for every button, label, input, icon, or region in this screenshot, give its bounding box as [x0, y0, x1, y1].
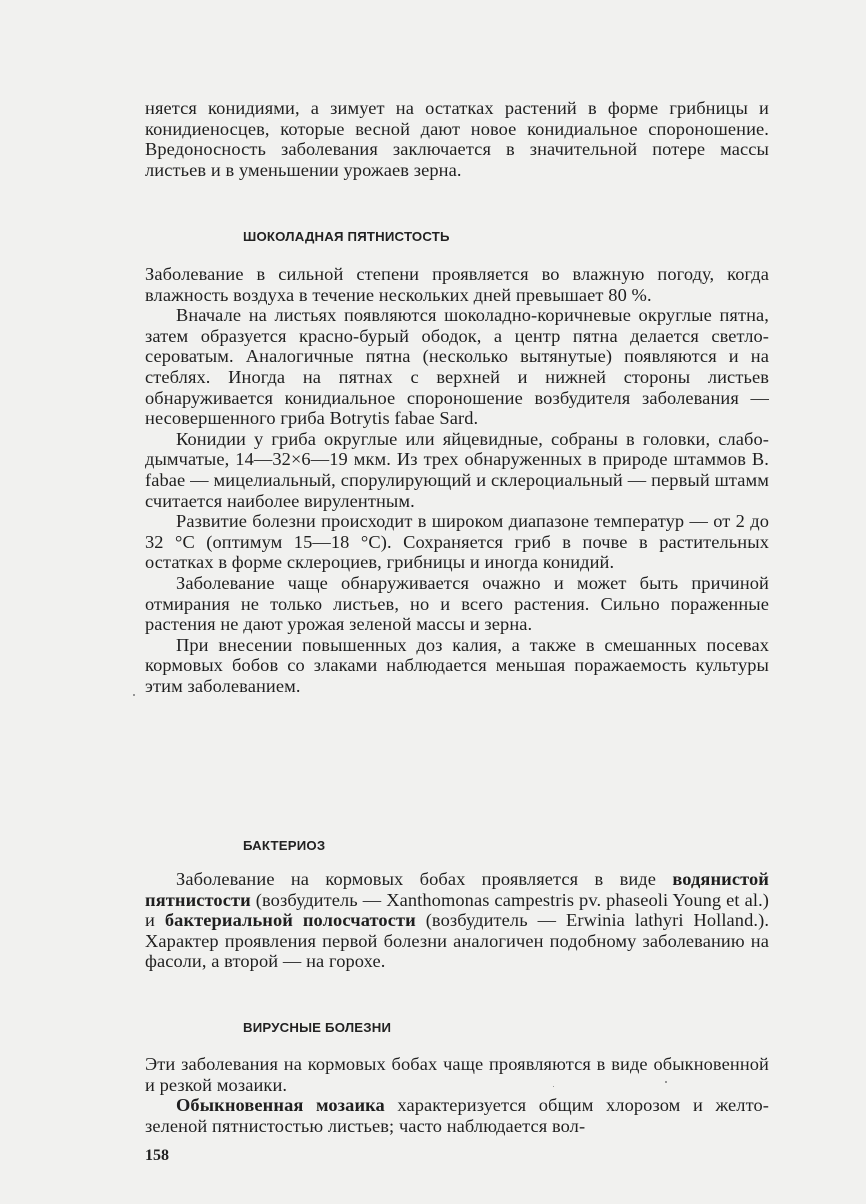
scan-speck — [553, 1086, 554, 1087]
viral-paragraph: Эти заболевания на кормовых бобах чаще проявляются в виде обыкновенной и резкой мозаики. — [145, 1054, 769, 1095]
scan-speck — [133, 694, 135, 696]
bold-term-common-mosaic: Обыкновенная мозаика — [176, 1095, 385, 1116]
bacteriosis-text: Заболевание на кормовых бобах проявляется в виде — [176, 869, 673, 889]
chocolate-spot-heading: ШОКОЛАДНАЯ ПЯТНИСТОСТЬ — [243, 229, 450, 244]
chocolate-spot-paragraph: Заболевание в сильной степени проявляется во влажную погоду, когда влажность воздуха в течение нескольких дней превышает 80 %. — [145, 264, 769, 305]
scan-speck — [665, 1081, 667, 1083]
bold-term-bacterial-streak: бактериальной полосчатости — [164, 910, 416, 931]
chocolate-spot-paragraph: Конидии у гриба округлые или яйцевидные, собраны в головки, слабо-дымчатые, 14—32×6—19 мкм. Из трех обнаруженных в природе штаммов B. fabae — мицелиальный, спорулирующий и склероциальный — первый штамм считается наиболее вирулентным. — [145, 428, 769, 511]
chocolate-spot-paragraph: При внесении повышенных доз калия, а также в смешанных посевах кормовых бобов со злаками наблюдается меньшая поражаемость культуры этим заболеванием. — [145, 634, 769, 696]
chocolate-spot-paragraph: Развитие болезни происходит в широком диапазоне температур — от 2 до 32 °C (оптимум 15—18 °C). Сохраняется гриб в почве в растительных остатках в форме склероциев, грибницы и иногда конидий. — [145, 511, 769, 573]
viral-diseases-section — [145, 1054, 769, 1136]
intro-paragraph: няется конидиями, а зимует на остатках растений в форме грибницы и конидиеносцев, которые весной дают новое конидиальное спороношение. Вредоносность заболевания заключается в значительной потере массы листьев и в уменьшении урожаев зерна. — [145, 98, 769, 180]
bacteriosis-text: (возбудитель — Erwinia lathyri Holland.). Характер проявления первой болезни аналогичен подобному заболеванию на фасоли, а второй — на горохе. — [145, 910, 770, 972]
bold-term-watery-spot: водянистой пятнистости — [145, 869, 769, 910]
viral-text: характеризуется общим хлорозом и желто-зеленой пятнистостью листьев; часто наблюдается вол- — [145, 1095, 769, 1136]
bacteriosis-paragraph — [145, 869, 769, 972]
chocolate-spot-section — [145, 264, 769, 696]
bacteriosis-text: (возбудитель — Xanthomonas campestris pv. phaseoli Young et al.) и — [145, 889, 769, 931]
chocolate-spot-paragraph: Заболевание чаще обнаруживается очажно и может быть причиной отмирания не только листьев, но и всего растения. Сильно пораженные растения не дают урожая зеленой массы и зерна. — [145, 572, 769, 635]
viral-diseases-heading: ВИРУСНЫЕ БОЛЕЗНИ — [243, 1020, 392, 1035]
page-number: 158 — [145, 1147, 169, 1164]
viral-paragraph — [145, 1095, 769, 1136]
bacteriosis-heading: БАКТЕРИОЗ — [243, 838, 326, 853]
chocolate-spot-paragraph: Вначале на листьях появляются шоколадно-коричневые округлые пятна, затем образуется красно-бурый ободок, а центр пятна делается светло-сероватым. Аналогичные пятна (несколько вытянутые) появляются и на стеблях. Иногда на пятнах с верхней и нижней стороны листьев обнаруживается конидиальное спороношение возбудителя заболевания — несовершенного гриба Botrytis fabae Sard. — [145, 305, 769, 429]
